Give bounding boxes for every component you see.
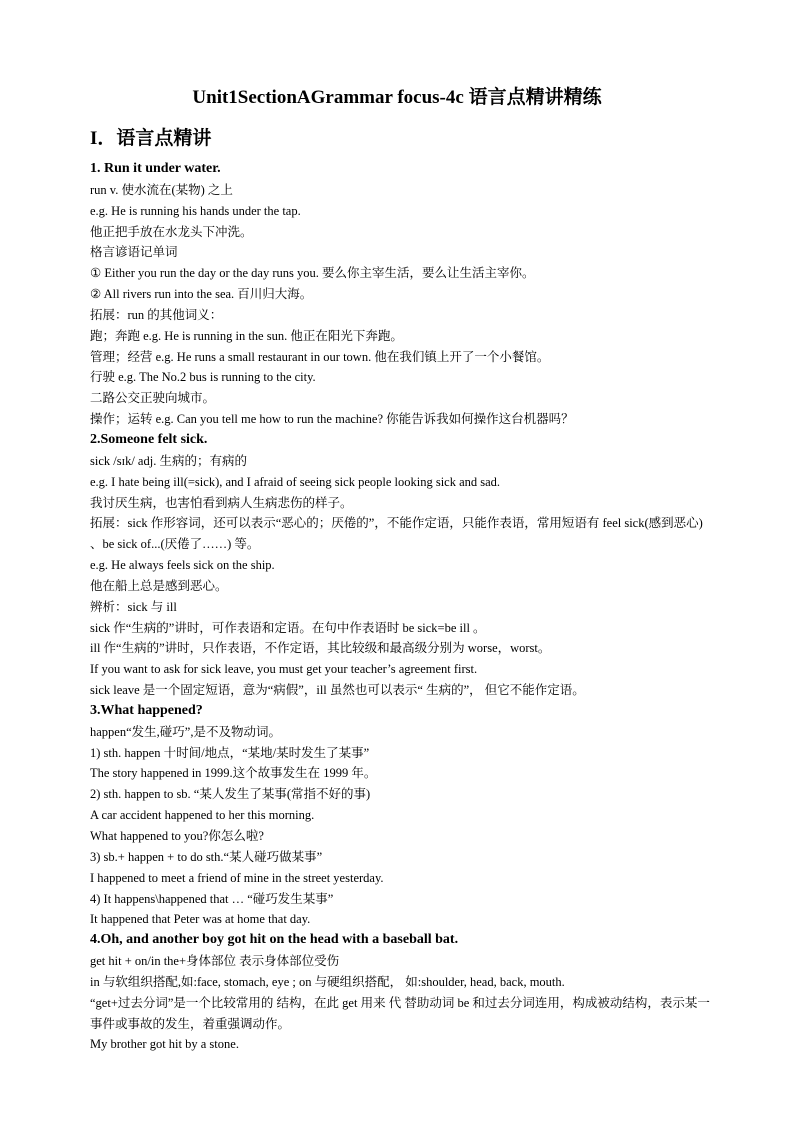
text-line: 2) sth. happen to sb. “某人发生了某事(常指不好的事): [90, 787, 371, 802]
text-line: ① Either you run the day or the day runs you. 要么你主宰生活，要么让生活主宰你。: [90, 266, 535, 281]
text-line: 4) It happens\happened that … “碰巧发生某事”: [90, 891, 334, 906]
document-body: [90, 159, 710, 1055]
section-heading: I．语言点精讲: [90, 128, 212, 149]
text-line: 辨析：sick 与 ill: [90, 599, 177, 614]
text-line: 1) sth. happen 十时间/地点，“某地/某时发生了某事”: [90, 745, 370, 760]
text-line: sick /sɪk/ adj. 生病的；有病的: [90, 453, 247, 468]
text-line: get hit + on/in the+身体部位 表示身体部位受伤: [90, 954, 340, 969]
text-line: My brother got hit by a stone.: [90, 1037, 239, 1052]
text-line: e.g. I hate being ill(=sick), and I afraid of seeing sick people looking sick and sad.: [90, 474, 501, 489]
text-line: 拓展：sick 作形容词，还可以表示“恶心的；厌倦的”，不能作定语，只能作表语，常用短语有 feel sick(感到恶心) 、be sick of...(厌倦了……) 等。: [90, 516, 703, 552]
text-line: e.g. He is running his hands under the tap.: [90, 203, 301, 218]
text-line: 二路公交正驶向城市。: [90, 391, 216, 406]
text-line: 管理；经营 e.g. He runs a small restaurant in our town. 他在我们镇上开了一个小餐馆。: [90, 349, 550, 364]
text-line: e.g. He always feels sick on the ship.: [90, 558, 275, 573]
text-line: 3) sb.+ happen + to do sth.“某人碰巧做某事”: [90, 849, 323, 864]
point-heading: 3.What happened?: [90, 702, 203, 718]
text-line: 他正把手放在水龙头下冲洗。: [90, 224, 253, 239]
text-line: A car accident happened to her this morning.: [90, 808, 315, 823]
text-line: 我讨厌生病，也害怕看到病人生病悲伤的样子。: [90, 495, 353, 510]
point-heading: 1. Run it under water.: [90, 161, 221, 176]
text-line: 行驶 e.g. The No.2 bus is running to the city.: [90, 370, 316, 385]
text-line: sick 作“生病的”讲时，可作表语和定语。在句中作表语时 be sick=be ill 。: [90, 620, 486, 635]
text-line: It happened that Peter was at home that day.: [90, 912, 311, 927]
text-line: What happened to you?你怎么啦?: [90, 829, 264, 843]
document-title: Unit1SectionAGrammar focus-4c 语言点精讲精练: [192, 87, 602, 108]
point-heading: 2.Someone felt sick.: [90, 431, 208, 447]
text-line: 拓展：run 的其他词义：: [90, 307, 223, 322]
text-line: 操作；运转 e.g. Can you tell me how to run the machine? 你能告诉我如何操作这台机器吗？: [90, 412, 574, 427]
text-line: sick leave 是一个固定短语，意为“病假”，ill 虽然也可以表示“ 生病的”， 但它不能作定语。: [90, 683, 585, 698]
text-line: 他在船上总是感到恶心。: [90, 578, 228, 593]
text-line: run v. 使水流在(某物) 之上: [90, 182, 233, 197]
text-line: The story happened in 1999.这个故事发生在 1999 年。: [90, 766, 377, 781]
text-line: ② All rivers run into the sea. 百川归大海。: [90, 287, 313, 302]
text-line: “get+过去分词”是一个比较常用的 结构，在此 get 用来 代 替助动词 be 和过去分词连用，构成被动结构，表示某一事件或事故的发生，着重强调动作。: [90, 995, 710, 1031]
text-line: happen“发生,碰巧”,是不及物动词。: [90, 724, 281, 739]
text-line: ill 作“生病的”讲时，只作表语，不作定语，其比较级和最高级分别为 worse，worst。: [90, 641, 551, 656]
text-line: in 与软组织搭配,如:face, stomach, eye ; on 与硬组织搭配， 如:shoulder, head, back, mouth.: [90, 974, 565, 989]
text-line: If you want to ask for sick leave, you must get your teacher’s agreement first.: [90, 662, 478, 677]
text-line: 跑；奔跑 e.g. He is running in the sun. 他正在阳光下奔跑。: [90, 328, 403, 343]
text-line: 格言谚语记单词: [90, 245, 178, 260]
text-line: I happened to meet a friend of mine in the street yesterday.: [90, 870, 384, 885]
point-heading: 4.Oh, and another boy got hit on the head with a baseball bat.: [90, 932, 459, 948]
